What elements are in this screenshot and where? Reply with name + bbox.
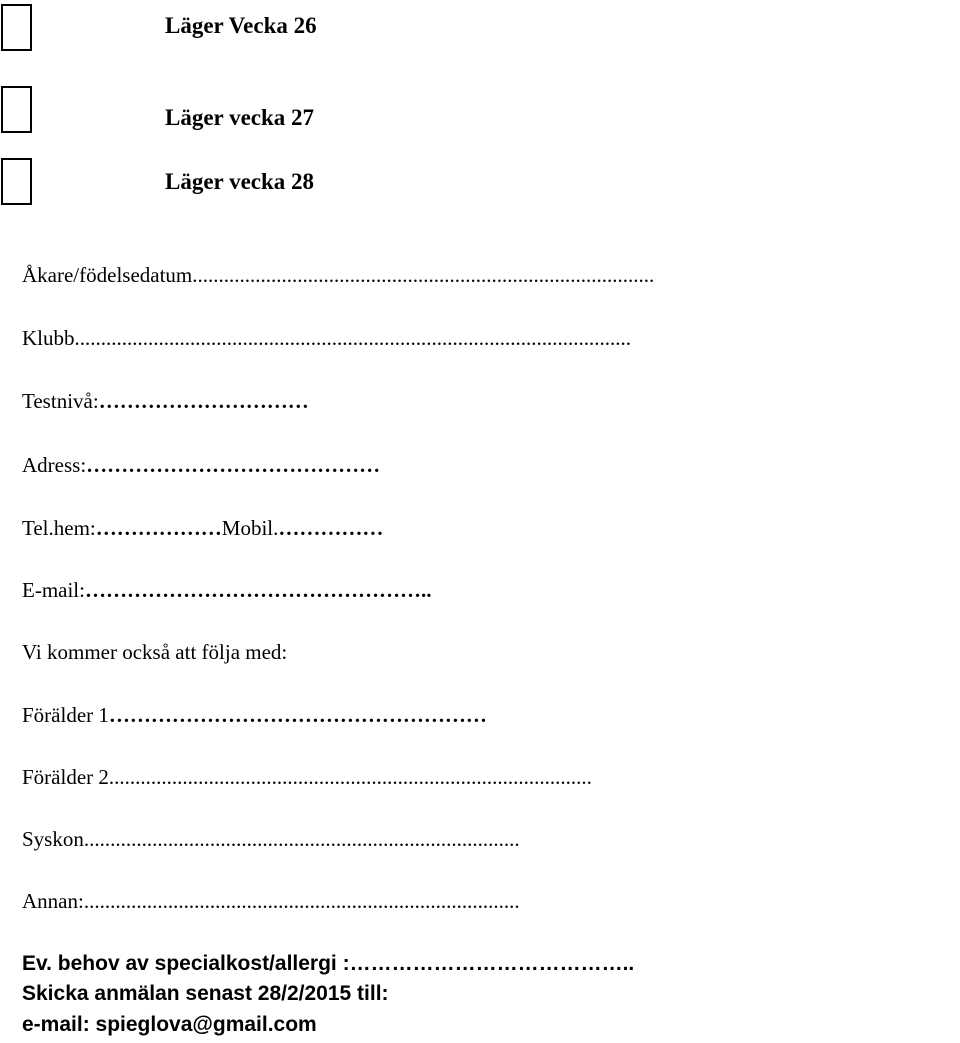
tel-home-leader: ……………… <box>95 516 222 540</box>
other-field[interactable] <box>22 888 520 914</box>
email-field[interactable] <box>22 577 431 603</box>
diet-leader: ………………………………….. <box>349 952 635 975</box>
siblings-leader: ................................................................................... <box>83 827 520 851</box>
club-leader: .......................................................................................................... <box>74 326 631 350</box>
deadline-text: Skicka anmälan senast 28/2/2015 till: <box>22 982 389 1005</box>
parent1-label: Förälder 1 <box>22 703 109 727</box>
checkbox-week-27[interactable] <box>1 86 32 133</box>
week-28-label: Läger vecka 28 <box>165 169 315 194</box>
parent2-field[interactable] <box>22 764 592 790</box>
phone-field[interactable] <box>22 515 383 541</box>
email-leader: ………………………………………….. <box>84 578 432 602</box>
companions-heading: Vi kommer också att följa med: <box>22 640 288 664</box>
address-label: Adress: <box>22 453 87 477</box>
week-27-label: Läger vecka 27 <box>165 105 315 130</box>
siblings-label: Syskon <box>22 827 84 851</box>
contact-email: e-mail: spieglova@gmail.com <box>22 1013 317 1036</box>
club-label: Klubb <box>22 326 75 350</box>
siblings-field[interactable] <box>22 826 520 852</box>
club-field[interactable] <box>22 325 631 351</box>
parent1-field[interactable] <box>22 702 487 728</box>
skater-field[interactable] <box>22 262 654 288</box>
checkbox-week-28[interactable] <box>1 158 32 205</box>
parent1-leader: ……………………………………………… <box>108 703 487 727</box>
address-field[interactable] <box>22 452 380 478</box>
mobile-leader: …………… <box>278 516 384 540</box>
diet-label: Ev. behov av specialkost/allergi : <box>22 952 350 975</box>
skater-leader: ........................................................................................ <box>192 263 655 287</box>
test-level-label: Testnivå: <box>22 389 99 413</box>
skater-label: Åkare/födelsedatum <box>22 263 193 287</box>
parent2-leader: ............................................................................................ <box>108 765 592 789</box>
week-26-label: Läger Vecka 26 <box>165 13 317 38</box>
address-leader: …………………………………… <box>86 453 381 477</box>
test-level-field[interactable] <box>22 388 309 414</box>
other-leader: ................................................................................... <box>83 889 520 913</box>
tel-home-label: Tel.hem: <box>22 516 96 540</box>
email-label: E-mail: <box>22 578 85 602</box>
test-level-leader: ………………………… <box>98 389 309 413</box>
other-label: Annan: <box>22 889 84 913</box>
diet-field[interactable] <box>22 951 634 977</box>
mobile-label: Mobil. <box>221 516 279 540</box>
parent2-label: Förälder 2 <box>22 765 109 789</box>
checkbox-week-26[interactable] <box>1 4 32 51</box>
